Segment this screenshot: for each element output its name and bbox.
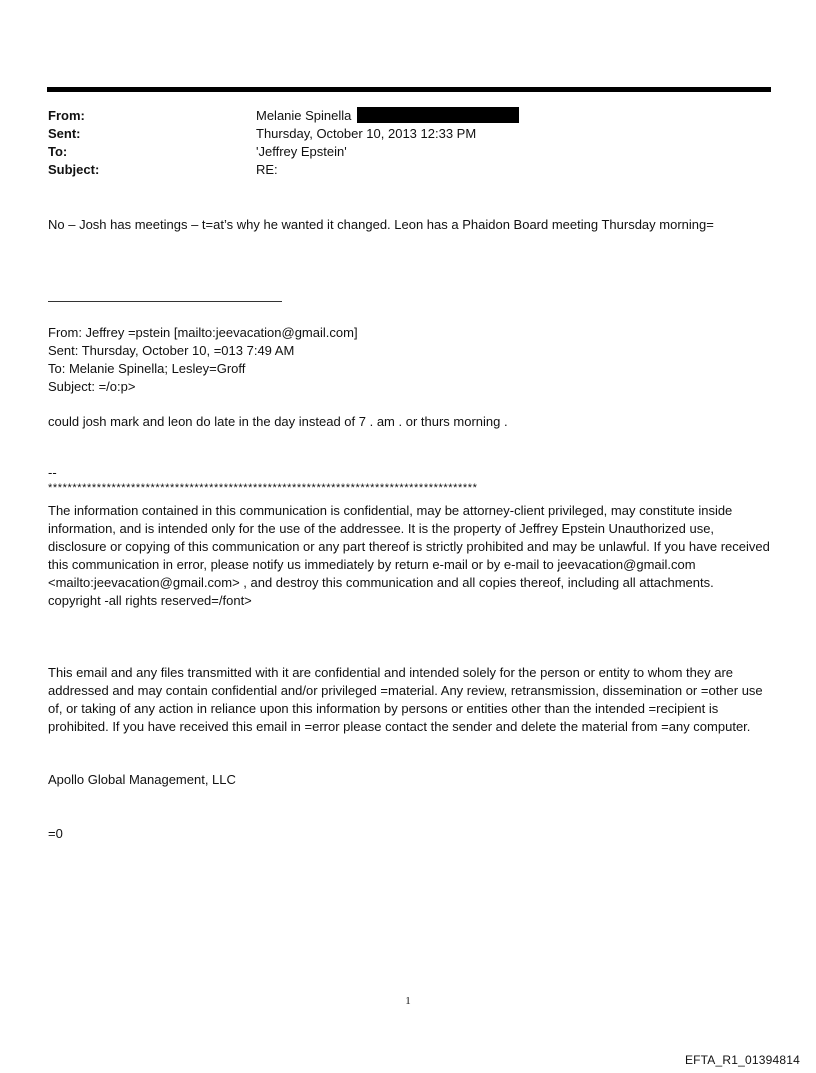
reply-body: No – Josh has meetings – t=at’s why he wanted it changed. Leon has a Phaidon Board meeting Thursday morning= [48, 217, 714, 232]
quoted-header [48, 324, 770, 396]
sent-value: Thursday, October 10, 2013 12:33 PM [256, 126, 477, 141]
signature-disclaimer: The information contained in this communication is confidential, may be attorney-client privileged, may constitute inside information, and is intended only for the use of the addressee. It is the property of Jeffrey Epstein Unauthorized use, disclosure or copying of this communication or any part thereof is strictly prohibited and may be unlawful. If you have received this communication in error, please notify us immediately by return e-mail or by e-mail to jeevacation@gmail.com <mailto:jeevacation@gmail.com> , and destroy this communication and all copies thereof, including all attachments. copyright -all rights reserved=/font> [48, 503, 770, 608]
bates-number: EFTA_R1_01394814 [684, 1053, 800, 1067]
quoted-from-line: From: Jeffrey =pstein [mailto:jeevacation@gmail.com] [48, 325, 358, 340]
quoted-subject-line: Subject: =/o:p> [48, 379, 136, 394]
quoted-message: could josh mark and leon do late in the day instead of 7 . am . or thurs morning . [48, 414, 508, 429]
from-label: From: [48, 108, 85, 123]
trailing-text: =0 [48, 826, 63, 841]
sent-label: Sent: [48, 126, 81, 141]
signature-stars: **************************************************************************************** [48, 482, 478, 494]
quoted-separator [48, 301, 282, 302]
quoted-sent-line: Sent: Thursday, October 10, =013 7:49 AM [48, 343, 295, 358]
header-top-rule [47, 87, 771, 92]
email-header [48, 107, 768, 179]
from-value: Melanie Spinella [256, 108, 352, 123]
subject-label: Subject: [48, 162, 100, 177]
page-number: 1 [405, 995, 411, 1007]
to-label: To: [48, 144, 68, 159]
from-row [48, 107, 768, 125]
signature-dash: -- [48, 465, 57, 480]
to-value: 'Jeffrey Epstein' [256, 144, 347, 159]
sent-row [48, 125, 768, 143]
subject-row [48, 161, 768, 179]
subject-value: RE: [256, 162, 278, 177]
apollo-company-name: Apollo Global Management, LLC [48, 772, 236, 787]
quoted-to-line: To: Melanie Spinella; Lesley=Groff [48, 361, 246, 376]
to-row [48, 143, 768, 161]
from-value-wrap [256, 107, 768, 125]
redaction-box [357, 107, 519, 123]
apollo-disclaimer: This email and any files transmitted with it are confidential and intended solely for the person or entity to whom they are addressed and may contain confidential and/or privileged =material. Any review, retransmission, dissemination or =other use of, or taking of any action in reliance upon this information by persons or entities other than the intended =recipient is prohibited. If you have received this email in =error please contact the sender and delete the material from =any computer. [48, 665, 763, 734]
